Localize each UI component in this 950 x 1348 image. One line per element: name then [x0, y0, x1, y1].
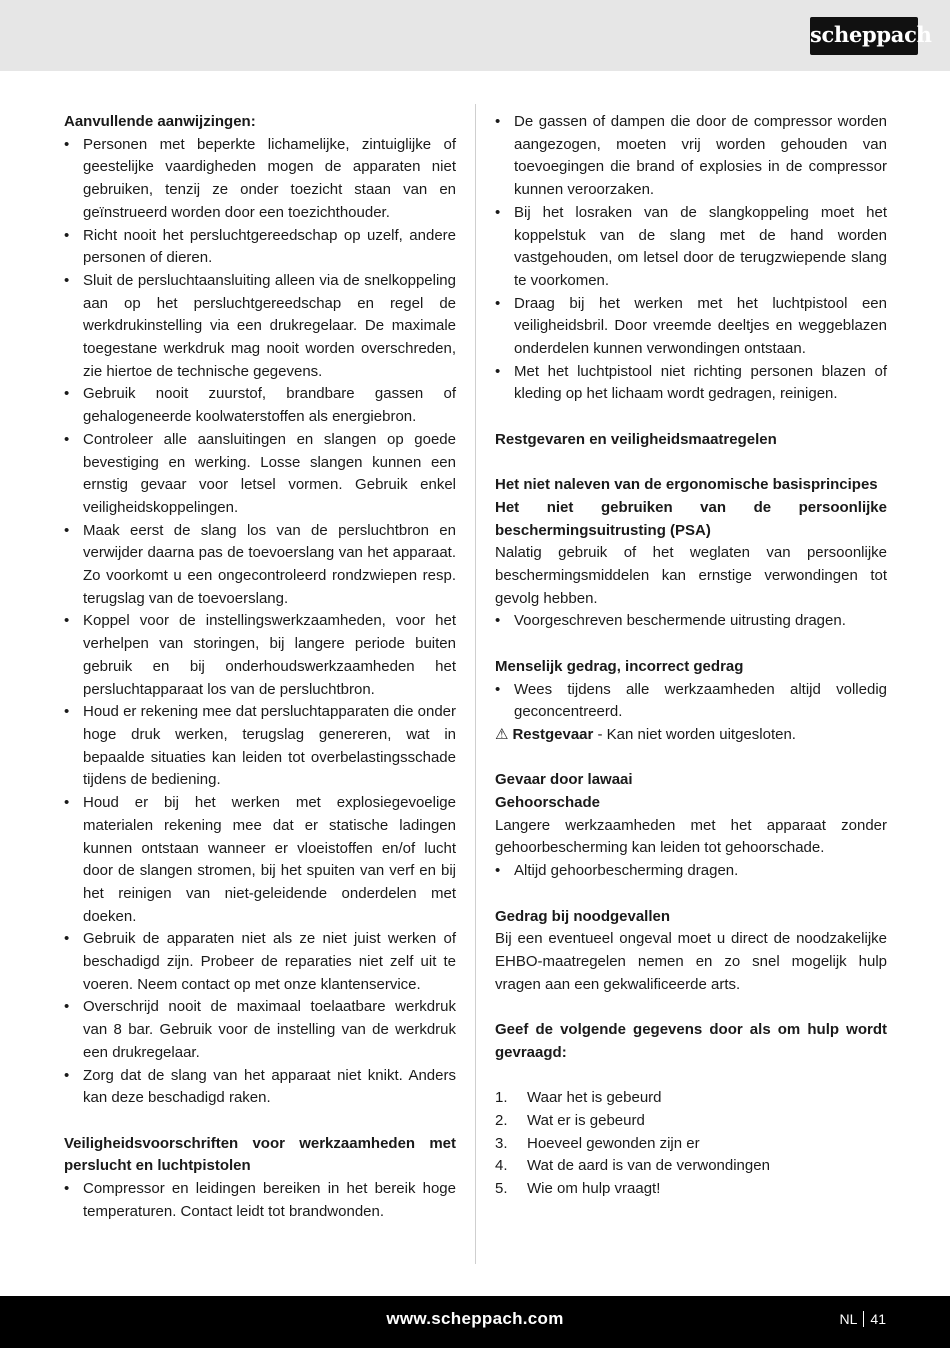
- footer-url: www.scheppach.com: [386, 1309, 564, 1328]
- list-item: • Draag bij het werken met het luchtpistool een veiligheidsbril. Door vreemde deeltjes en weggeblazen onderdelen kunnen verwondingen ontstaan.: [495, 293, 887, 361]
- brand-logo-text: scheppach: [810, 22, 932, 47]
- list-item: • Met het luchtpistool niet richting personen blazen of kleding op het lichaam wordt gedragen, reinigen.: [495, 361, 887, 406]
- page-indicator: [840, 1311, 886, 1327]
- list-item: • Wees tijdens alle werkzaamheden altijd volledig geconcentreerd.: [495, 679, 887, 724]
- bullet-list: [495, 610, 887, 633]
- section-heading: Gehoorschade: [495, 794, 601, 812]
- list-item: • Sluit de persluchtaansluiting alleen via de snelkoppeling aan op het persluchtgereedschap en regel de werkdrukinstelling via een drukregelaar. De maximale toegestane werkdruk mag nooit worden overschreden, zie hiertoe de technische gegevens.: [64, 270, 456, 384]
- list-item: • Personen met beperkte lichamelijke, zintuiglijke of geestelijke vaardigheden mogen de apparaten niet gebruiken, tenzij ze onder toezicht staan van en geïnstrueerd worden door een toezichthouder.: [64, 134, 456, 225]
- bullet-list: [64, 134, 456, 1110]
- list-item: • Houd er rekening mee dat persluchtapparaten die onder hoge druk werken, terugslag genereren, wat in bepaalde situaties kan leiden tot overbelastingsschade tijdens de bediening.: [64, 701, 456, 792]
- column-divider: [475, 104, 476, 1264]
- list-item: • Overschrijd nooit de maximaal toelaatbare werkdruk van 8 bar. Gebruik voor de instelling van de werkdruk een drukregelaar.: [64, 996, 456, 1064]
- list-item: • Gebruik de apparaten niet als ze niet juist werken of beschadigd zijn. Probeer de reparaties niet zelf uit te voeren. Neem contact op met onze klantenservice.: [64, 928, 456, 996]
- bullet-list: [495, 860, 887, 883]
- left-column: [64, 111, 456, 1223]
- section-heading: Aanvullende aanwijzingen:: [64, 113, 256, 130]
- list-item: 3. Hoeveel gewonden zijn er: [495, 1134, 700, 1152]
- list-item: • Maak eerst de slang los van de persluchtbron en verwijder daarna pas de toevoerslang van het apparaat. Zo voorkomt u een ongecontroleerd rondzwiepen resp. terugslag van de toevoerslang.: [64, 520, 456, 611]
- warning-text: - Kan niet worden uitgesloten.: [593, 725, 796, 743]
- list-item: • Richt nooit het persluchtgereedschap op uzelf, andere personen of dieren.: [64, 225, 456, 270]
- list-item: 5. Wie om hulp vraagt!: [495, 1179, 661, 1197]
- residual-risk-warning: [495, 724, 887, 747]
- list-item: • Controleer alle aansluitingen en slangen op goede bevestiging en werking. Losse slangen kunnen een ernstig gevaar voor letsel vormen. Gebruik enkel veiligheidskoppelingen.: [64, 429, 456, 520]
- right-column: [495, 111, 887, 1201]
- section-heading: Restgevaren en veiligheidsmaatregelen: [495, 430, 777, 448]
- section-heading: Het niet naleven van de ergonomische basisprincipes: [495, 476, 878, 494]
- paragraph: Nalatig gebruik of het weglaten van persoonlijke beschermingsmiddelen kan ernstige verwondingen tot gevolg hebben.: [495, 544, 887, 607]
- list-item: • Voorgeschreven beschermende uitrusting dragen.: [495, 610, 887, 633]
- section-heading: Geef de volgende gegevens door als om hulp wordt gevraagd:: [495, 1021, 887, 1061]
- page-number: 41: [870, 1311, 886, 1327]
- list-item: • Koppel voor de instellingswerkzaamheden, voor het verhelpen van storingen, bij langere periode buiten gebruik en bij onderhoudswerkzaamheden het persluchtapparaat los van de persluchtbron.: [64, 610, 456, 701]
- section-heading: Gedrag bij noodgevallen: [495, 907, 671, 925]
- list-item: • Bij het losraken van de slangkoppeling moet het koppelstuk van de slang met de hand worden vastgehouden, om letsel door de terugzwiepende slang te voorkomen.: [495, 202, 887, 293]
- numbered-list: [495, 1087, 887, 1201]
- section-heading: Menselijk gedrag, incorrect gedrag: [495, 657, 744, 675]
- brand-logo: [810, 17, 932, 55]
- section-heading: Veiligheidsvoorschriften voor werkzaamheden met perslucht en luchtpistolen: [64, 1134, 456, 1175]
- bullet-list: [64, 1178, 456, 1223]
- bullet-list: [495, 111, 887, 406]
- list-item: 4. Wat de aard is van de verwondingen: [495, 1157, 770, 1175]
- list-item: • Compressor en leidingen bereiken in het bereik hoge temperaturen. Contact leidt tot brandwonden.: [64, 1178, 456, 1223]
- list-item: • Gebruik nooit zuurstof, brandbare gassen of gehalogeneerde koolwaterstoffen als energiebron.: [64, 383, 456, 428]
- language-code: NL: [839, 1311, 858, 1327]
- bullet-list: [495, 679, 887, 724]
- section-heading: Het niet gebruiken van de persoonlijke beschermingsuitrusting (PSA): [495, 498, 887, 539]
- warning-label: Restgevaar: [512, 725, 594, 743]
- section-heading: Gevaar door lawaai: [495, 771, 633, 789]
- list-item: • Altijd gehoorbescherming dragen.: [495, 860, 887, 883]
- list-item: • Houd er bij het werken met explosiegevoelige materialen rekening mee dat er statische ladingen kunnen ontstaan wanneer er vloeistoffen en/of lucht door de slangen stromen, bij het spuiten van verf en bij het reinigen van niet-geleidende onderdelen met doeken.: [64, 792, 456, 928]
- list-item: 1. Waar het is gebeurd: [495, 1089, 662, 1107]
- footer-bar: [0, 1296, 950, 1348]
- paragraph: Bij een eventueel ongeval moet u direct de noodzakelijke EHBO-maatregelen nemen en zo snel mogelijk hulp vragen aan een gekwalificeerde arts.: [495, 930, 887, 993]
- list-item: • Zorg dat de slang van het apparaat niet knikt. Anders kan deze beschadigd raken.: [64, 1065, 456, 1110]
- warning-triangle-icon: ⚠: [495, 725, 509, 743]
- paragraph: Langere werkzaamheden met het apparaat zonder gehoorbescherming kan leiden tot gehoorschade.: [495, 816, 887, 857]
- list-item: • De gassen of dampen die door de compressor worden aangezogen, moeten vrij worden gehouden van toevoegingen die brand of explosies in de compressor kunnen veroorzaken.: [495, 111, 887, 202]
- list-item: 2. Wat er is gebeurd: [495, 1111, 645, 1129]
- header-bar: [0, 0, 950, 71]
